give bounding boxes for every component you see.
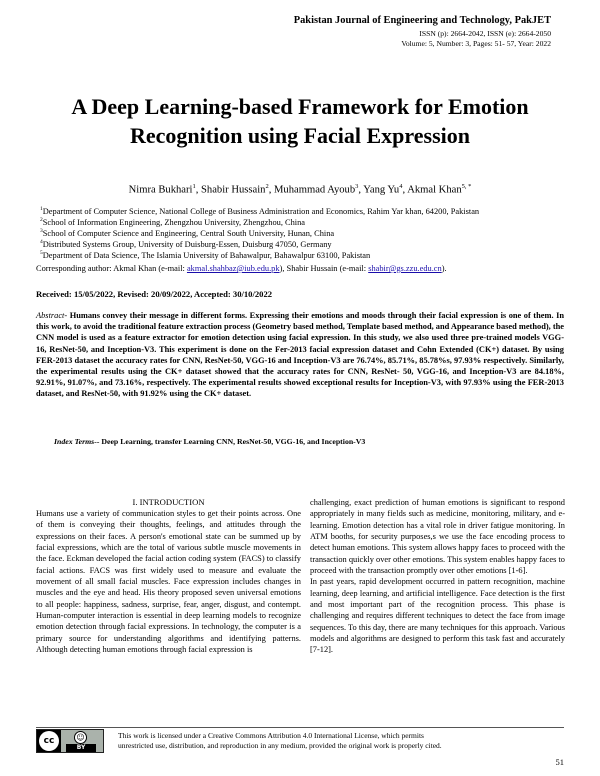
affiliation (40, 228, 570, 238)
author-sep: , (402, 184, 408, 196)
page-number: 51 (555, 757, 564, 767)
right-column (310, 497, 565, 656)
abstract (36, 310, 564, 400)
license-line-2: unrestricted use, distribution, and reproduction in any medium, provided the original work is properly cited. (118, 741, 442, 750)
abstract-text: Humans convey their message in different forms. Expressing their emotions and moods through their facial expression is one of them. In this work, to avoid the traditional feature extraction process (Geometry based method, Template based method, and Appearance based method), the CNN model is used as a feature extractor for emotion detection using facial expression. In this study, we also used three pre-trained models VGG-16, ResNet-50, and Inception-V3. This experiment is done on the Fer-2013 facial expression dataset and Cohn Extended (CK+) dataset. By using FER-2013 dataset the accuracy rates for CNN, ResNet-50, VGG-16 and Inception-V3 are 76.74%, 85.71%, 85.78%s, 97.93% respectively. Similarly, the experimental results using the CK+ dataset showed that the accuracy rates for CNN, ResNet- 50, VGG-16, and Inception-V3 are 84.18%, 92.91%, 91.07%, and 73.16%, respectively. The experimental results showed exceptional results for Inception-V3, with 97.93% using the FER-2013 dataset, and ResNet-50, with 91.92% using the CK+ dataset. (36, 311, 564, 399)
corresponding-author (36, 264, 447, 273)
abstract-label: Abstract- (36, 311, 68, 320)
affiliation-sup: 3 (40, 228, 43, 234)
intro-paragraph-continued: challenging, exact prediction of human emotions is significant to respond appropriately in many fields such as medicine, monitoring, military, and e-learning. Emotion detection has a vital role in driver fatigue monitoring. In ATM booths, for security purposes,s we use the face encoding process to detect human emotions. This system allows happy faces to proceed with the transaction quickly over other emotions. This system enables happy faces to proceed with the transaction promptly over other emotions [1-6]. (310, 498, 565, 576)
attribution-person-icon: ☺ (74, 731, 87, 744)
email-link-akmal[interactable]: akmal.shahbaz@iub.edu.pk (186, 264, 280, 273)
intro-paragraph-2: In past years, rapid development occurred in pattern recognition, machine learning, deep learning, and artificial intelligence. Face detection is the first and most important part of the recognition process. This phase is challenging and requires different techniques to detect the face from image sequences. To this day, there are many techniques for this approach. Various models and algorithms are designed to perform this task fast and accurately [7-12]. (310, 577, 565, 655)
paper-title (40, 92, 560, 150)
corr-middle: ), Shabir Hussain (e-mail: (279, 264, 369, 273)
journal-volume: Volume: 5, Number: 3, Pages: 51- 57, Year: 2022 (401, 39, 551, 48)
author-sup: 1 (192, 183, 196, 190)
affiliation (40, 217, 570, 227)
title-line-1: A Deep Learning-based Framework for Emotion (71, 94, 529, 119)
affiliation (40, 206, 570, 216)
author-sep: , (195, 184, 202, 196)
author-sup: 2 (265, 183, 269, 190)
email-link-shabir[interactable]: shabir@gs.zzu.edu.cn (368, 264, 442, 273)
corr-suffix: ). (441, 264, 447, 273)
author-name: Nimra Bukhari (128, 184, 193, 196)
intro-paragraph: Humans use a variety of communication styles to get their points across. One of them is conveying their thoughts, feelings, and attitudes through the expressions on their faces. A person's emotional state can be summed up by facial expressions, which are the total of various subtle muscle movements in the face. Eckman developed the facial action coding system (FACS) to classify facial actions. FACS was first widely used to measure and evaluate the movement of all small facial muscles. Face expression includes changes in muscles and the eye and head. His theory proposed seven universal emotions to all people: happiness, sadness, surprise, fear, anger, disgust, and contempt. Human-computer interaction is essential in deep learning models to recognize emotion detection through facial expressions. In technology, the computer is a primary source for understanding algorithms and identifying patterns. Although detecting human emotions through facial expression is (36, 509, 301, 655)
affiliation-text: School of Information Engineering, Zhengzhou University, Zhengzhou, China (42, 217, 306, 227)
author-name: Akmal Khan (407, 184, 462, 196)
title-line-2: Recognition using Facial Expression (129, 123, 471, 148)
license-line-1: This work is licensed under a Creative Commons Attribution 4.0 International License, which permits (118, 731, 424, 740)
affiliation-sup: 2 (40, 217, 43, 223)
license-text (118, 731, 558, 751)
author-sep: , (358, 184, 364, 196)
cc-icon-label: cc (39, 731, 59, 751)
journal-name: Pakistan Journal of Engineering and Technology, PakJET (293, 15, 551, 26)
affiliation (40, 250, 570, 260)
affiliation-sup: 1 (40, 206, 43, 212)
journal-issn: ISSN (p): 2664-2042, ISSN (e): 2664-2050 (419, 29, 551, 38)
affiliation-text: School of Computer Science and Engineering, Central South University, Hunan, China (42, 228, 335, 238)
index-terms-text: Deep Learning, transfer Learning CNN, ResNet-50, VGG-16, and Inception-V3 (99, 437, 366, 446)
footer-divider (36, 727, 564, 728)
corr-prefix: Corresponding author: Akmal Khan (e-mail: (36, 264, 187, 273)
author-sup: 3 (355, 183, 359, 190)
affiliation (40, 239, 570, 249)
by-label: BY (66, 744, 96, 752)
author-sup: 5, * (461, 183, 472, 190)
section-heading: I. INTRODUCTION (132, 497, 205, 507)
affiliation-sup: 5 (40, 250, 43, 256)
cc-icon (37, 730, 61, 752)
affiliation-text: Distributed Systems Group, University of Duisburg-Essen, Duisburg 47050, Germany (42, 239, 332, 249)
author-name: Muhammad Ayoub (274, 184, 356, 196)
author-sup: 4 (399, 183, 403, 190)
author-list (40, 183, 560, 196)
author-name: Yang Yu (363, 184, 400, 196)
affiliation-text: Department of Computer Science, National College of Business Administration and Economics, Rahim Yar khan, 64200, Pakistan (42, 206, 480, 216)
author-sep: , (268, 184, 275, 196)
left-column (36, 508, 301, 655)
index-terms-label: Index Terms-- (54, 437, 100, 446)
index-terms (54, 437, 365, 446)
submission-dates: Received: 15/05/2022, Revised: 20/09/2022, Accepted: 30/10/2022 (36, 289, 273, 299)
affiliation-sup: 4 (40, 239, 43, 245)
cc-by-license-icon[interactable] (36, 729, 104, 753)
author-name: Shabir Hussain (201, 184, 266, 196)
affiliation-text: Department of Data Science, The Islamia University of Bahawalpur, Bahawalpur 63100, Pakistan (42, 250, 371, 260)
